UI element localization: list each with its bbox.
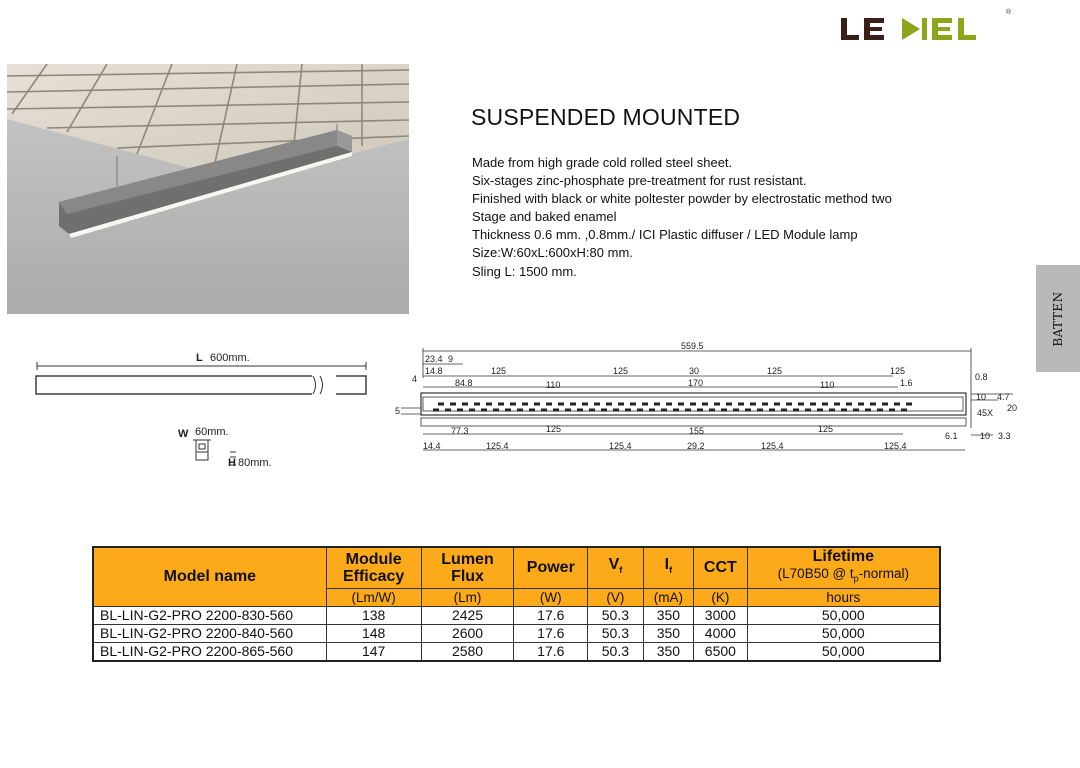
dim-left-b: 84.8 — [455, 378, 473, 388]
description-line: Made from high grade cold rolled steel sheet. — [472, 155, 733, 170]
header-model-name: Model name — [93, 547, 326, 606]
unit-cell: (W) — [514, 588, 588, 606]
header-module-efficacy — [326, 547, 421, 588]
header-lumen-flux — [421, 547, 514, 588]
product-photo — [7, 64, 409, 314]
cell-model: BL-LIN-G2-PRO 2200-865-560 — [93, 642, 326, 661]
cell-efficacy: 148 — [326, 624, 421, 642]
dimension-drawing — [30, 340, 375, 490]
spec-table — [92, 546, 941, 662]
dim-125-4: 125.4 — [884, 441, 907, 451]
cell-vf: 50.3 — [588, 624, 644, 642]
unit-cell: (mA) — [643, 588, 693, 606]
dim-3-3: 3.3 — [998, 431, 1011, 441]
length-label: 600mm. — [210, 352, 250, 364]
dim-110: 110 — [820, 380, 835, 390]
dim-top-left-a: 23.4 — [425, 354, 443, 364]
dim-4: 4 — [412, 374, 418, 384]
header-efficacy-line2: Efficacy — [342, 567, 405, 585]
dim-left-a: 14.8 — [425, 366, 443, 376]
dim-spacing: 125 — [491, 366, 507, 376]
cell-power: 17.6 — [514, 624, 588, 642]
cell-model: BL-LIN-G2-PRO 2200-830-560 — [93, 606, 326, 624]
header-vf-symbol: V — [608, 556, 620, 574]
table-row — [93, 624, 940, 642]
cell-power: 17.6 — [514, 642, 588, 661]
cell-cct: 3000 — [694, 606, 748, 624]
table-row — [93, 642, 940, 661]
unit-cell: (K) — [694, 588, 748, 606]
dim-6-1: 6.1 — [945, 431, 958, 441]
cell-if: 350 — [643, 624, 693, 642]
dim-top-left-b: 9 — [448, 354, 454, 364]
header-if — [643, 547, 693, 588]
header-vf-sub: f — [619, 565, 623, 576]
dim-110: 110 — [546, 380, 561, 390]
page-title: SUSPENDED MOUNTED — [471, 104, 741, 130]
dim-155: 155 — [689, 426, 705, 436]
header-efficacy-line1: Module — [345, 550, 402, 568]
description-line: Six-stages zinc-phosphate pre-treatment for rust resistant. — [472, 173, 807, 189]
dim-4-7: 4.7 — [997, 392, 1010, 402]
dim-20: 20 — [1007, 403, 1018, 413]
description-line: Sling L: 1500 mm. — [472, 263, 577, 279]
cell-if: 350 — [643, 606, 693, 624]
header-lifetime-note — [777, 566, 909, 584]
cell-flux: 2580 — [421, 642, 514, 661]
dim-spacing: 125 — [613, 366, 629, 376]
dim-spacing: 125 — [890, 366, 906, 376]
header-if-sub: f — [669, 565, 673, 576]
cell-vf: 50.3 — [588, 606, 644, 624]
cell-flux: 2425 — [421, 606, 514, 624]
section-tab-batten[interactable] — [1036, 265, 1080, 372]
unit-cell: (Lm) — [421, 588, 514, 606]
dim-spacing: 125 — [818, 424, 834, 434]
dim-14-4: 14.4 — [423, 441, 441, 451]
dim-45x: 45X — [977, 408, 994, 418]
cell-model: BL-LIN-G2-PRO 2200-840-560 — [93, 624, 326, 642]
ledel-logo — [838, 8, 1020, 44]
header-if-symbol: I — [664, 556, 670, 574]
header-lifetime-title: Lifetime — [812, 548, 874, 565]
width-symbol: W — [178, 428, 189, 440]
unit-cell: (V) — [588, 588, 644, 606]
cell-efficacy: 147 — [326, 642, 421, 661]
dim-125-4: 125.4 — [609, 441, 632, 451]
description-line: Finished with black or white poltester powder by electrostatic method two — [472, 191, 892, 207]
dim-1-6: 1.6 — [900, 378, 913, 388]
dim-29-2: 29.2 — [687, 441, 705, 451]
table-row — [93, 606, 940, 624]
cell-if: 350 — [643, 642, 693, 661]
description-line: Size:W:60xL:600xH:80 mm. — [472, 245, 633, 261]
width-label: 60mm. — [195, 426, 229, 438]
header-flux-line1: Lumen — [441, 550, 494, 568]
header-power: Power — [514, 547, 588, 588]
section-tab-label: BATTEN — [1051, 290, 1065, 347]
height-symbol: H — [228, 457, 236, 469]
cell-lifetime: 50,000 — [747, 642, 940, 661]
cell-lifetime: 50,000 — [747, 624, 940, 642]
lifetime-note-sub: p — [853, 573, 859, 584]
registered-mark: ® — [1006, 9, 1012, 16]
header-vf — [588, 547, 644, 588]
dim-125-4: 125.4 — [486, 441, 509, 451]
dim-77-3: 77.3 — [451, 426, 469, 436]
dim-0-8: 0.8 — [975, 372, 988, 382]
height-label: 80mm. — [238, 457, 272, 469]
cell-flux: 2600 — [421, 624, 514, 642]
lifetime-note-post: -normal) — [858, 566, 909, 581]
lifetime-note-pre: (L70B50 @ t — [777, 566, 854, 581]
dim-125-4: 125.4 — [761, 441, 784, 451]
cell-lifetime: 50,000 — [747, 606, 940, 624]
cell-cct: 6500 — [694, 642, 748, 661]
dim-5: 5 — [395, 406, 401, 416]
description — [472, 154, 892, 281]
cell-vf: 50.3 — [588, 642, 644, 661]
dim-spacing: 125 — [767, 366, 783, 376]
cell-efficacy: 138 — [326, 606, 421, 624]
description-line: Thickness 0.6 mm. ,0.8mm./ ICI Plastic diffuser / LED Module lamp — [472, 227, 858, 243]
dim-170: 170 — [688, 378, 704, 388]
dim-10: 10 — [980, 431, 991, 441]
dim-10: 10 — [976, 392, 987, 402]
technical-drawing — [393, 338, 1023, 463]
header-lifetime — [747, 547, 940, 588]
description-line: Stage and baked enamel — [472, 209, 617, 225]
unit-cell: hours — [747, 588, 940, 606]
header-flux-line2: Flux — [451, 567, 484, 585]
length-symbol: L — [196, 352, 203, 364]
dim-overall: 559.5 — [681, 341, 704, 351]
header-cct: CCT — [694, 547, 748, 588]
cell-cct: 4000 — [694, 624, 748, 642]
dim-30: 30 — [689, 366, 700, 376]
cell-power: 17.6 — [514, 606, 588, 624]
dim-spacing: 125 — [546, 424, 562, 434]
unit-cell: (Lm/W) — [326, 588, 421, 606]
